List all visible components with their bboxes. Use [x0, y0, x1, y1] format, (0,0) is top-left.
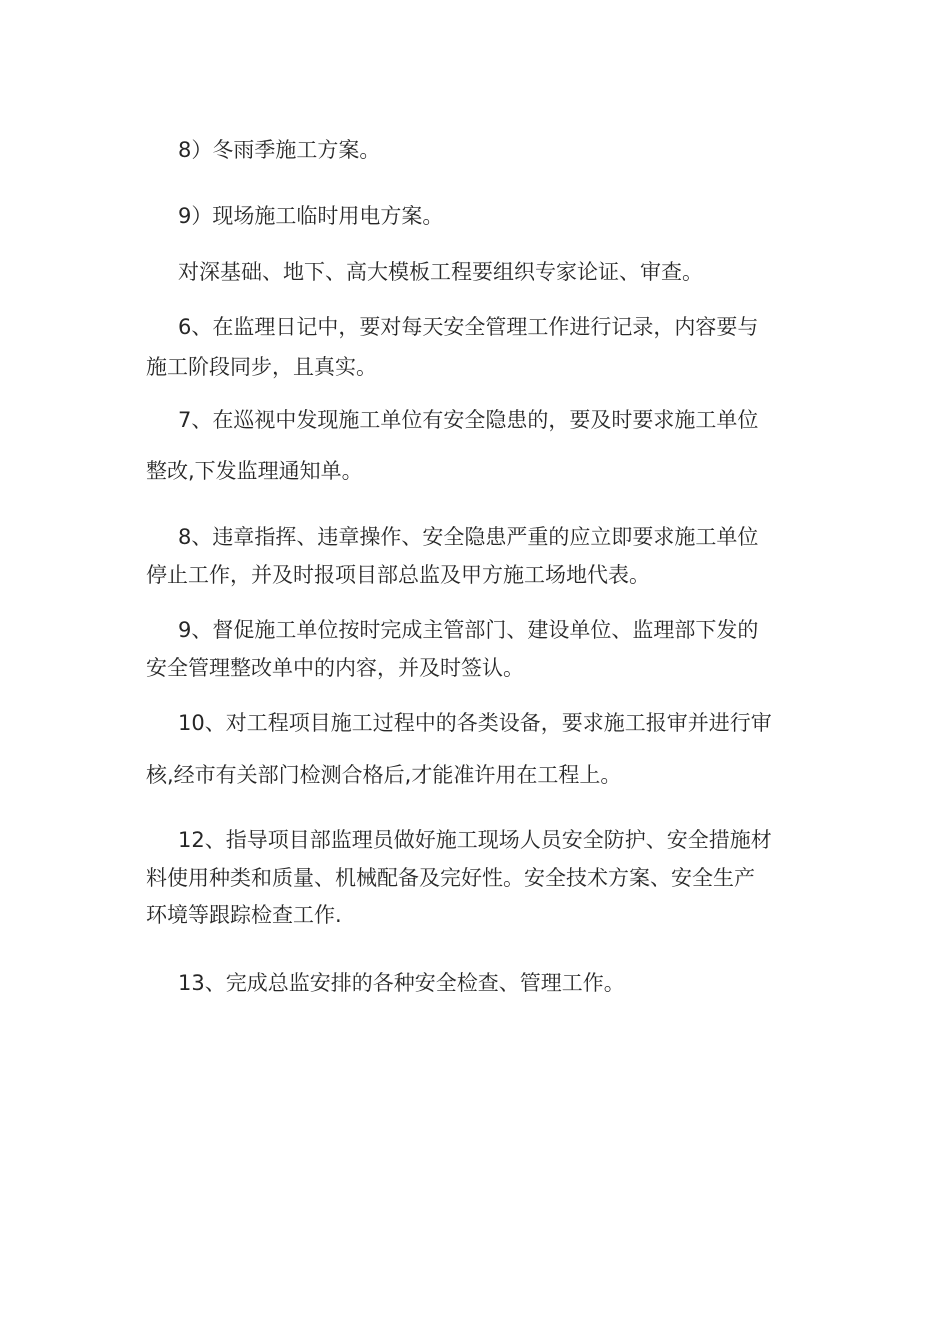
paragraph-7: [146, 614, 814, 684]
paragraph-3: [146, 256, 814, 288]
paragraph-2: [146, 200, 814, 232]
paragraph-line: 13、完成总监安排的各种安全检查、管理工作。: [178, 971, 625, 995]
paragraph-line: 安全管理整改单中的内容，并及时签认。: [146, 656, 524, 680]
paragraph-line: 整改,下发监理通知单。: [146, 459, 363, 483]
paragraph-line: 8）冬雨季施工方案。: [178, 138, 381, 162]
paragraph-line: 8、违章指挥、违章操作、安全隐患严重的应立即要求施工单位: [178, 525, 759, 549]
paragraph-line: 对深基础、地下、高大模板工程要组织专家论证、审查。: [178, 260, 703, 284]
paragraph-5: [146, 404, 814, 487]
paragraph-line: 施工阶段同步，且真实。: [146, 355, 377, 379]
paragraph-line: 环境等跟踪检查工作.: [146, 903, 342, 927]
paragraph-line: 6、在监理日记中，要对每天安全管理工作进行记录，内容要与: [178, 315, 759, 339]
paragraph-9: [146, 824, 814, 931]
paragraph-line: 料使用种类和质量、机械配备及完好性。安全技术方案、安全生产: [146, 866, 755, 890]
paragraph-8: [146, 707, 814, 791]
paragraph-line: 9）现场施工临时用电方案。: [178, 204, 444, 228]
paragraph-line: 7、在巡视中发现施工单位有安全隐患的，要及时要求施工单位: [178, 408, 759, 432]
paragraph-10: [146, 967, 814, 999]
paragraph-4: [146, 311, 814, 383]
paragraph-6: [146, 521, 814, 591]
paragraph-line: 核,经市有关部门检测合格后,才能准许用在工程上。: [146, 763, 622, 787]
paragraph-line: 12、指导项目部监理员做好施工现场人员安全防护、安全措施材: [178, 828, 772, 852]
paragraph-line: 停止工作，并及时报项目部总监及甲方施工场地代表。: [146, 563, 650, 587]
paragraph-line: 9、督促施工单位按时完成主管部门、建设单位、监理部下发的: [178, 618, 759, 642]
paragraph-line: 10、对工程项目施工过程中的各类设备，要求施工报审并进行审: [178, 711, 772, 735]
paragraph-1: [146, 134, 814, 166]
